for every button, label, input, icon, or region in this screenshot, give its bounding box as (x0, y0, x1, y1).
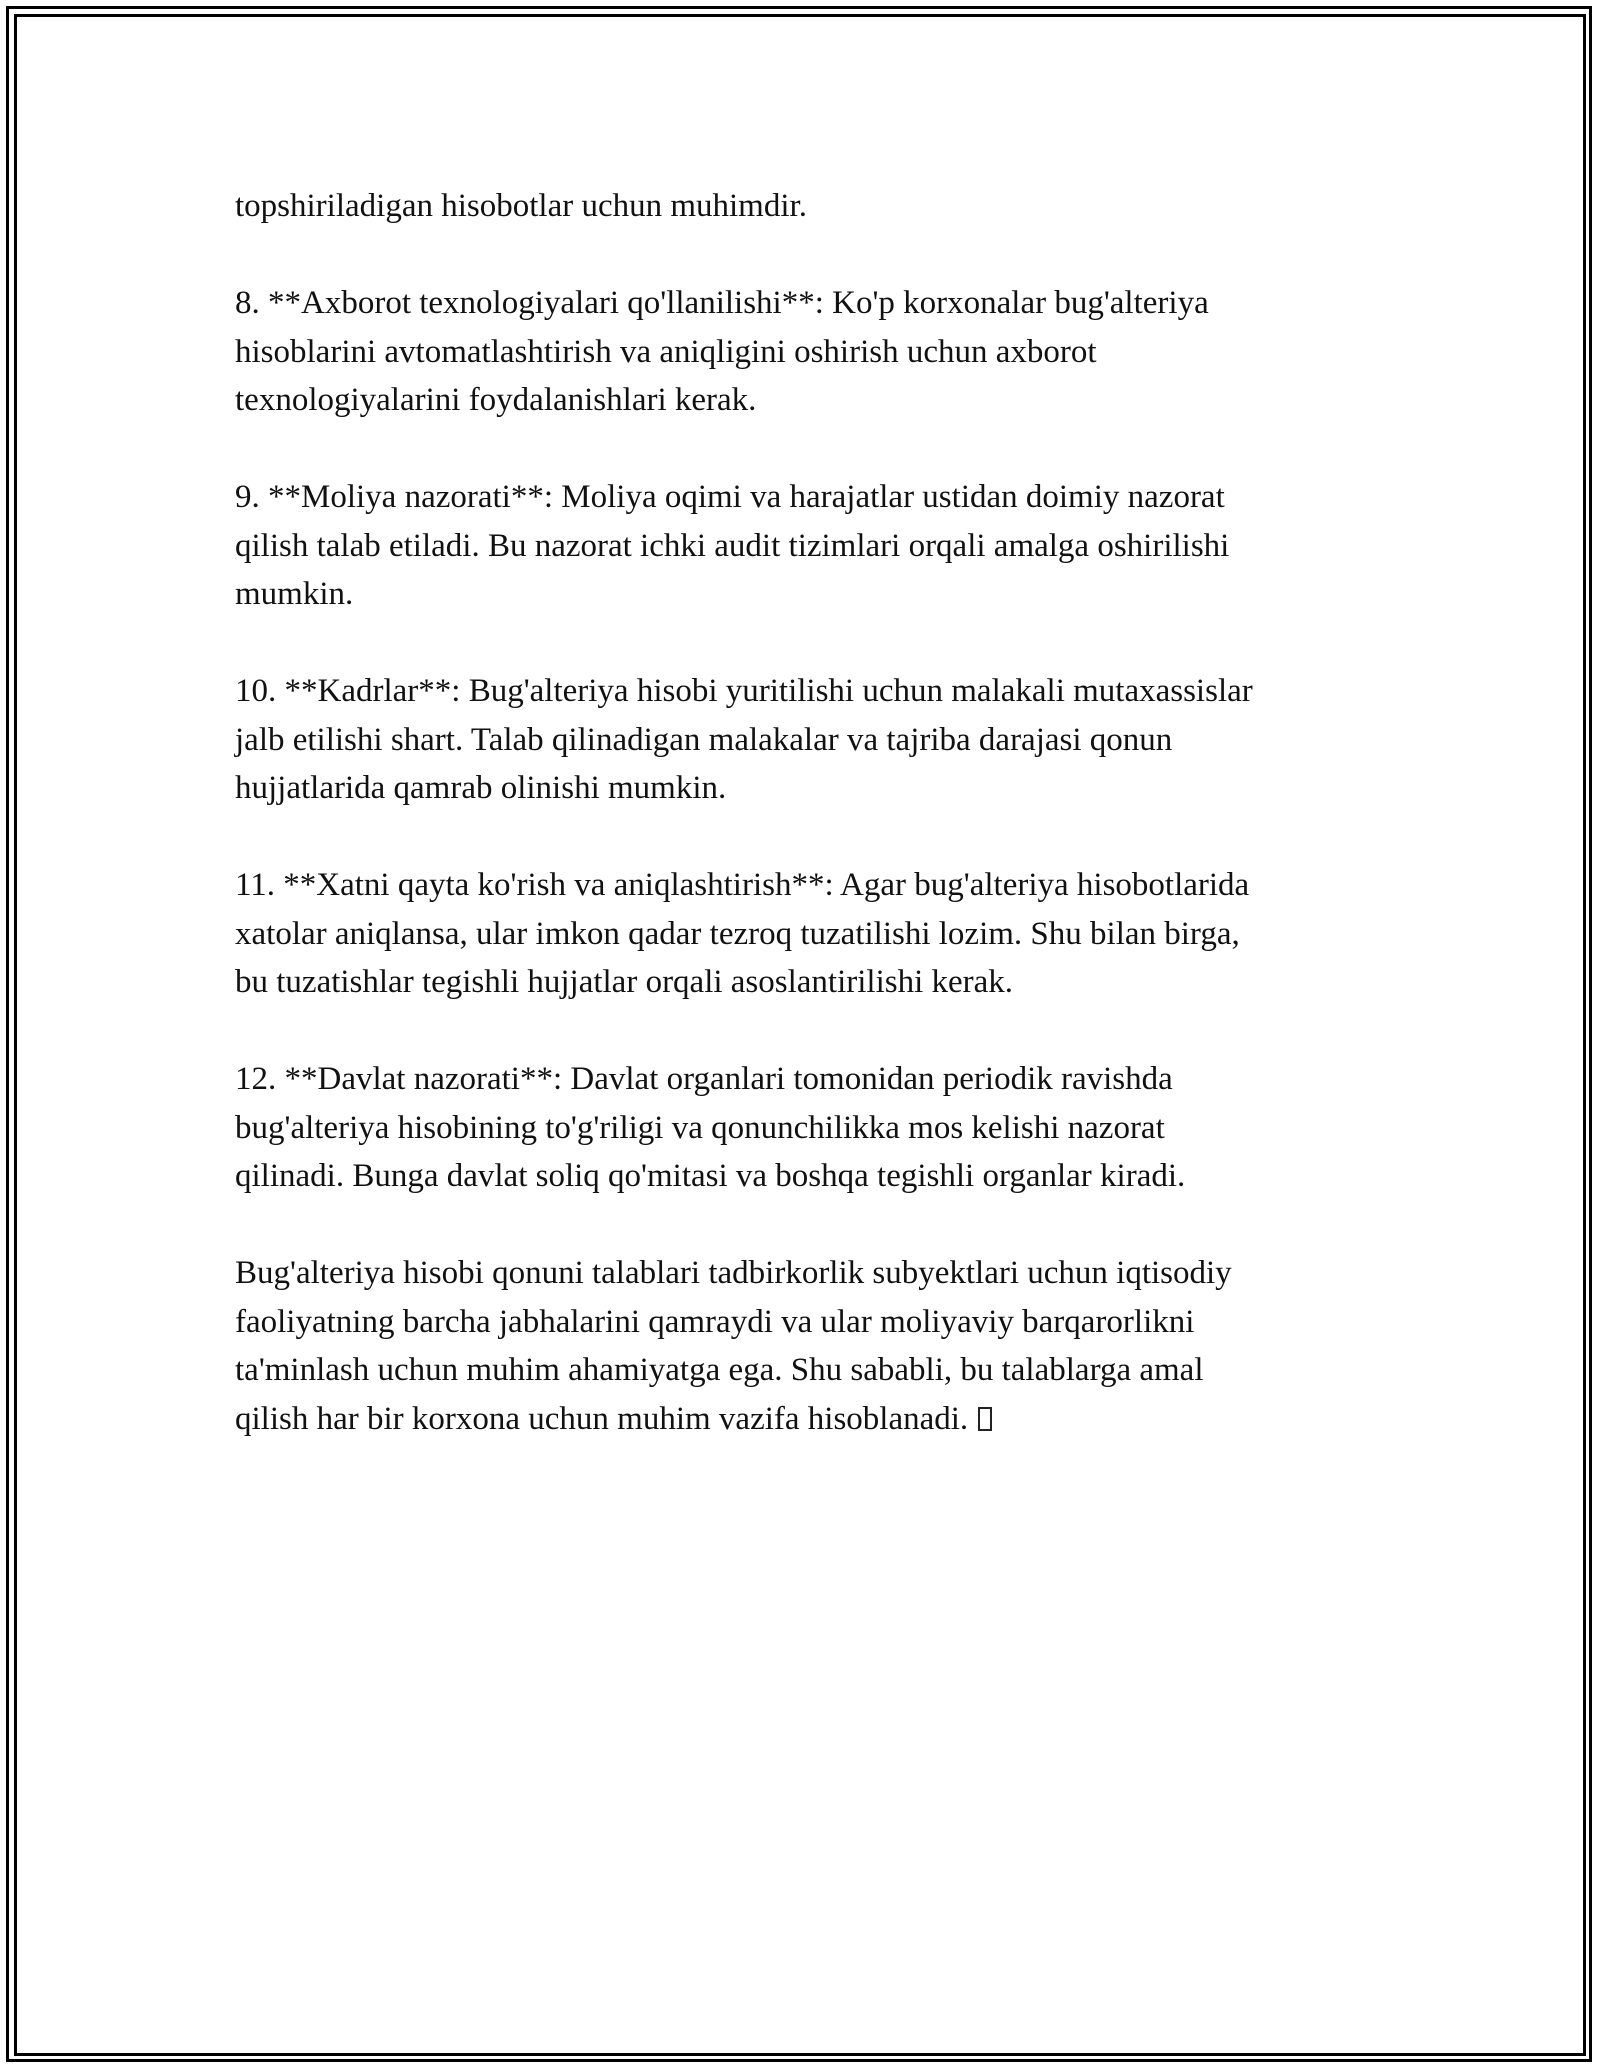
document-body (235, 182, 1395, 1443)
paragraph-continuation: topshiriladigan hisobotlar uchun muhimdir. (235, 188, 807, 224)
paragraph-item-12: 12. **Davlat nazorati**: Davlat organlari tomonidan periodik ravishda bug'alteriya hisobining to'g'riligi va qonunchilikka mos kelishi nazorat qilinadi. Bunga davlat soliq qo'mitasi va boshqa tegishli organlar kiradi. (235, 1061, 1186, 1194)
paragraph-item-11: 11. **Xatni qayta ko'rish va aniqlashtirish**: Agar bug'alteriya hisobotlarida xatolar aniqlansa, ular imkon qadar tezroq tuzatilishi lozim. Shu bilan birga, bu tuzatishlar tegishli hujjatlar orqali asoslantirilishi kerak. (235, 867, 1250, 1000)
missing-glyph-icon (978, 1407, 992, 1431)
paragraph-conclusion-text: Bug'alteriya hisobi qonuni talablari tadbirkorlik subyektlari uchun iqtisodiy faoliyatning barcha jabhalarini qamraydi va ular moliyaviy barqarorlikni ta'minlash uchun muhim ahamiyatga ega. Shu sababli, bu talablarga amal qilish har bir korxona uchun muhim vazifa hisoblanadi. (235, 1255, 1232, 1437)
paragraph-item-8: 8. **Axborot texnologiyalari qo'llanilishi**: Ko'p korxonalar bug'alteriya hisoblarini avtomatlashtirish va aniqligini oshirish uchun axborot texnologiyalarini foydalanishlari kerak. (235, 285, 1209, 418)
paragraph-item-9: 9. **Moliya nazorati**: Moliya oqimi va harajatlar ustidan doimiy nazorat qilish talab etiladi. Bu nazorat ichki audit tizimlari orqali amalga oshirilishi mumkin. (235, 479, 1230, 612)
paragraph-conclusion (235, 1249, 1395, 1443)
paragraph-item-10: 10. **Kadrlar**: Bug'alteriya hisobi yuritilishi uchun malakali mutaxassislar jalb etilishi shart. Talab qilinadigan malakalar va tajriba darajasi qonun hujjatlarida qamrab olinishi mumkin. (235, 673, 1253, 806)
